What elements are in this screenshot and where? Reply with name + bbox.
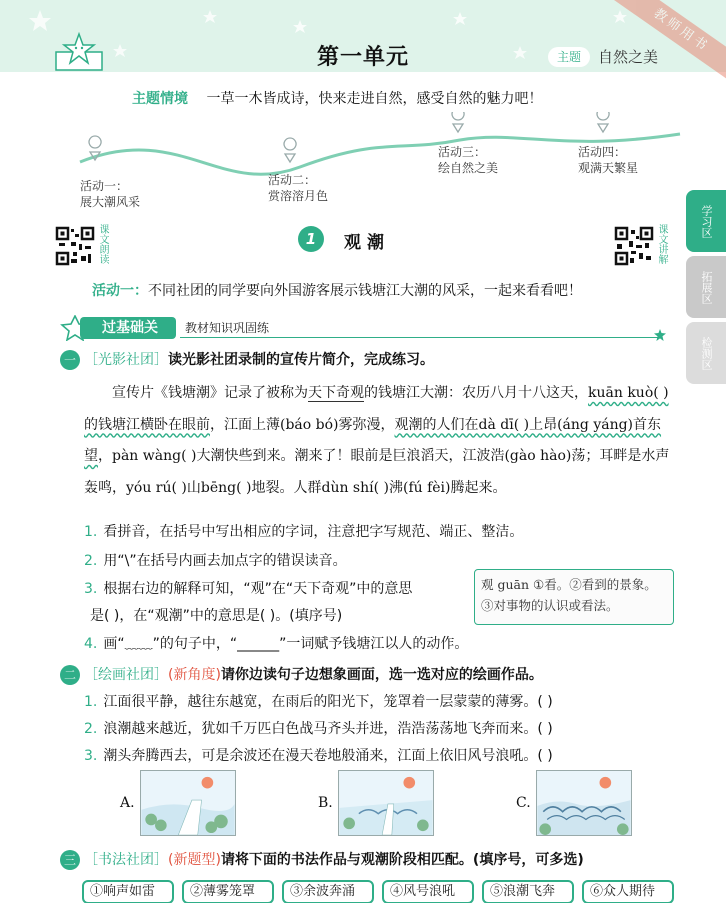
q1-item-2: 2. 用“\”在括号内画去加点字的错误读音。	[84, 553, 347, 569]
q1-item-1: 1. 看拼音，在括号中写出相应的字词，注意把字写规范、端正、整洁。	[84, 524, 524, 540]
question-2-text: 请你边读句子边想象画面，选一选对应的绘画作品。	[220, 667, 543, 683]
q2-item-1: 1. 江面很平静，越往东越宽，在雨后的阳光下，笼罩着一层蒙蒙的薄雾。( )	[84, 694, 553, 710]
qr-code-right-icon[interactable]	[614, 226, 654, 266]
tab-study[interactable]: 学习区	[686, 190, 726, 252]
option-a-label: A.	[120, 795, 135, 811]
gloss-box: 观 guān ①看。②看到的景象。③对事物的认识或看法。	[474, 569, 674, 625]
activity-one-intro	[92, 280, 582, 300]
calligraphy-card-6[interactable]: ⑥众人期待	[582, 880, 674, 903]
activity-stop-1: 活动一： 展大潮风采	[80, 179, 141, 209]
question-3-new-tag: (新题型)	[168, 852, 221, 868]
question-3-text: 请将下面的书法作品与观潮阶段相匹配。(填序号，可多选)	[220, 852, 584, 868]
qr-code-left-icon[interactable]	[55, 226, 95, 266]
question-3-heading	[60, 849, 584, 870]
qr-right-caption: 课文讲解	[656, 224, 667, 264]
theme-label: 主题	[548, 47, 590, 67]
question-2-heading	[60, 664, 543, 685]
tab-expand[interactable]: 拓展区	[686, 256, 726, 318]
calligraphy-card-2[interactable]: ②薄雾笼罩	[182, 880, 274, 903]
section-subtitle: 教材知识巩固练	[185, 321, 270, 335]
theme-intro-text: 一草一木皆成诗，快来走进自然，感受自然的魅力吧！	[206, 91, 543, 107]
question-1-text: 读光影社团录制的宣传片简介，完成练习。	[168, 352, 434, 368]
section-bar	[60, 315, 670, 341]
activity-stop-2: 活动二： 赏溶溶月色	[268, 173, 329, 203]
theme-intro	[132, 88, 542, 108]
theme-intro-label: 主题情境	[132, 91, 188, 107]
q2-item-3: 3. 潮头奔腾西去，可是余波还在漫天卷地般涌来，江面上依旧风号浪吼。( )	[84, 748, 553, 764]
painting-c-image[interactable]	[536, 770, 632, 836]
activity-stop-3: 活动三： 绘自然之美	[438, 145, 499, 175]
question-2-tag: ［绘画社团］	[84, 667, 168, 683]
calligraphy-card-5[interactable]: ⑤浪潮飞奔	[482, 880, 574, 903]
unit-title: 第一单元	[316, 45, 409, 70]
section-title: 过基础关	[80, 317, 176, 339]
question-3-tag: ［书法社团］	[84, 852, 168, 868]
side-tabs	[686, 190, 726, 388]
question-1-tag: ［光影社团］	[84, 352, 168, 368]
corner-ribbon: 教师用书	[612, 0, 726, 85]
lesson-number: 1	[298, 226, 324, 252]
calligraphy-card-3[interactable]: ③余波奔涌	[282, 880, 374, 903]
activity-one-text: 不同社团的同学要向外国游客展示钱塘江大潮的风采，一起来看看吧！	[148, 283, 582, 299]
question-3-number: 三	[60, 850, 80, 870]
painting-a-image[interactable]	[140, 770, 236, 836]
painting-b-image[interactable]	[338, 770, 434, 836]
theme-name: 自然之美	[598, 48, 659, 66]
option-c-label: C.	[516, 795, 531, 811]
qr-left-caption: 课文朗读	[97, 224, 108, 264]
question-1-number: 一	[60, 350, 80, 370]
activity-one-label: 活动一：	[92, 283, 148, 299]
tab-test[interactable]: 检测区	[686, 322, 726, 384]
q2-item-2: 2. 浪潮越来越近，犹如千万匹白色战马齐头并进，浩浩荡荡地飞奔而来。( )	[84, 721, 553, 737]
q1-item-3: 3. 根据右边的解释可知，“观”在“天下奇观”中的意思	[84, 581, 413, 597]
option-b-label: B.	[318, 795, 333, 811]
activity-stop-4: 活动四： 观满天繁星	[578, 145, 639, 175]
promo-paragraph: 宣传片《钱塘潮》记录了被称为天下奇观的钱塘江大潮：农历八月十八这天，kuān kuò( )的钱塘江横卧在眼前，江面上薄(báo bó)雾弥漫，观潮的人们在dà dī( )上昂(áng yáng)首东望，pàn wàng( )大潮快些到来。潮来了！眼前是巨浪滔天，江波浩(gào hào)荡；耳畔是水声轰鸣，yóu rú( )山bēng( )地裂。人群dùn shí( )沸(fú fèi)腾起来。	[84, 385, 670, 496]
q1-item-4: 4. 画“﹏﹏”的句子中，“______”一词赋予钱塘江以人的动作。	[84, 636, 469, 652]
question-2-new-tag: (新角度)	[168, 667, 221, 683]
q1-item-3-cont: 是( )，在“观潮”中的意思是( )。(填序号)	[90, 608, 343, 624]
calligraphy-card-1[interactable]: ①响声如雷	[82, 880, 174, 903]
lesson-title: 观潮	[344, 233, 390, 253]
question-2-number: 二	[60, 665, 80, 685]
star-small-icon	[654, 329, 666, 341]
question-1-heading	[60, 349, 434, 370]
section-rule	[180, 337, 660, 338]
calligraphy-card-4[interactable]: ④风号浪吼	[382, 880, 474, 903]
